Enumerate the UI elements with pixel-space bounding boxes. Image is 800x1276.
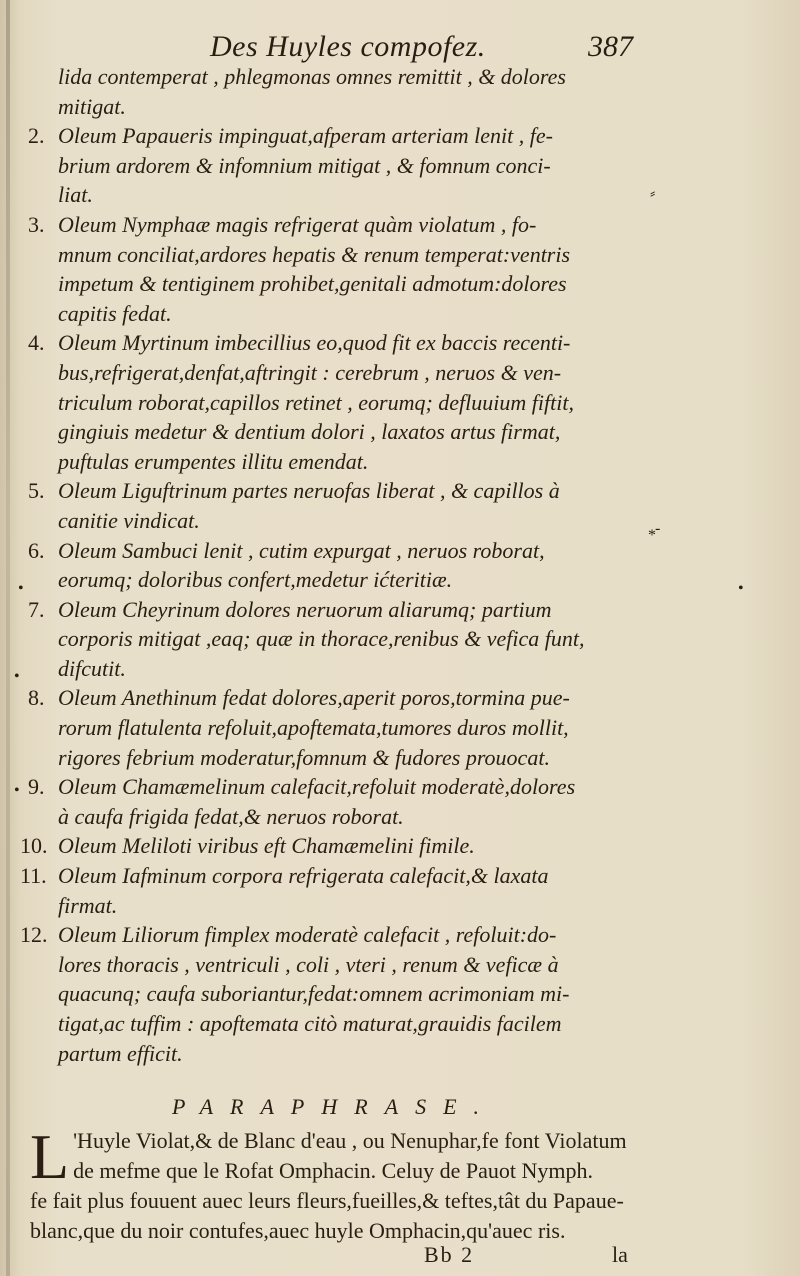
text-line: triculum roborat,capillos retinet , eorumq; defluuium fiftit, bbox=[58, 389, 574, 415]
text-line: à caufa frigida fedat,& neruos roborat. bbox=[58, 803, 404, 829]
text-line: Oleum Liguftrinum partes neruofas liberat , & capillos à bbox=[58, 478, 560, 504]
text-line: Oleum Anethinum fedat dolores,aperit poros,tormina pue- bbox=[58, 685, 570, 711]
text-line: rigores febrium moderatur,fomnum & fudores prouocat. bbox=[58, 744, 550, 770]
margin-mark: ‑ bbox=[655, 520, 661, 537]
text-line: impetum & tentiginem prohibet,genitali admotum:dolores bbox=[58, 271, 567, 297]
text-line: puftulas erumpentes illitu emendat. bbox=[58, 448, 369, 474]
text-line: partum efficit. bbox=[58, 1040, 183, 1066]
bullet-mark: • bbox=[738, 580, 744, 597]
paraphrase-line: blanc,que du noir contufes,auec huyle Omphacin,qu'auec ris. bbox=[30, 1218, 566, 1243]
entry-number: 6. bbox=[28, 537, 45, 563]
bullet-mark: • bbox=[18, 580, 24, 597]
paraphrase-line: 'Huyle Violat,& de Blanc d'eau , ou Nenuphar,fe font Violatum bbox=[73, 1128, 627, 1153]
text-line: liat. bbox=[58, 182, 93, 208]
recipe-entry bbox=[20, 831, 738, 861]
entry-number: 8. bbox=[28, 685, 45, 711]
recipe-entry bbox=[28, 328, 738, 476]
text-line: mnum conciliat,ardores hepatis & renum temperat:ventris bbox=[58, 241, 571, 267]
text-line: Oleum Cheyrinum dolores neruorum aliarumq; partium bbox=[58, 596, 552, 622]
catchword: la bbox=[612, 1242, 628, 1267]
entry-number: 9. bbox=[28, 774, 45, 800]
bullet-mark: • bbox=[14, 668, 20, 685]
text-line: capitis fedat. bbox=[58, 300, 172, 326]
entry-number: 10. bbox=[20, 833, 48, 859]
recipe-entry bbox=[28, 121, 738, 210]
text-line: canitie vindicat. bbox=[58, 507, 200, 533]
text-line: firmat. bbox=[58, 892, 118, 918]
entry-number: 2. bbox=[28, 123, 45, 149]
text-line: rorum flatulenta refoluit,apoftemata,tumores duros mollit, bbox=[58, 715, 569, 741]
text-line: lores thoracis , ventriculi , coli , vteri , renum & veficæ à bbox=[58, 951, 559, 977]
bullet-mark: • bbox=[14, 782, 20, 799]
text-line: bus,refrigerat,denfat,aftringit : cerebrum , neruos & ven- bbox=[58, 359, 562, 385]
recipe-entry bbox=[28, 683, 738, 772]
text-line: Oleum Chamæmelinum calefacit,refoluit moderatè,dolores bbox=[58, 774, 576, 800]
page-number: 387 bbox=[588, 30, 633, 63]
text-line: lida contemperat , phlegmonas omnes remittit , & dolores bbox=[58, 64, 566, 89]
recipe-entry bbox=[58, 62, 738, 121]
recipe-entry bbox=[28, 536, 738, 595]
entry-number: 3. bbox=[28, 211, 45, 237]
text-line: corporis mitigat ,eaq; quæ in thorace,renibus & vefica funt, bbox=[58, 626, 585, 652]
paraphrase-line: fe fait plus fouuent auec leurs fleurs,fueilles,& teftes,tât du Papaue- bbox=[30, 1188, 624, 1213]
text-line: brium ardorem & infomnium mitigat , & fomnum conci- bbox=[58, 152, 551, 178]
binding-gutter bbox=[6, 0, 10, 1276]
text-line: Oleum Myrtinum imbecillius eo,quod fit ex baccis recenti- bbox=[58, 330, 571, 356]
drop-cap: L bbox=[30, 1121, 70, 1192]
entry-number: 11. bbox=[20, 863, 47, 889]
text-line: Oleum Papaueris impinguat,afperam arteriam lenit , fe- bbox=[58, 123, 553, 149]
text-line: tigat,ac tuffim : apoftemata citò maturat,grauidis facilem bbox=[58, 1011, 562, 1036]
recipe-entry bbox=[28, 210, 738, 328]
running-title: Des Huyles compofez. bbox=[210, 30, 486, 63]
entry-number: 12. bbox=[20, 922, 48, 948]
entry-number: 4. bbox=[28, 330, 45, 356]
text-line: Oleum Nymphaæ magis refrigerat quàm violatum , fo- bbox=[58, 211, 537, 237]
recipe-entry bbox=[28, 595, 738, 684]
text-line: Oleum Meliloti viribus eft Chamæmelini fimile. bbox=[58, 833, 475, 859]
entry-number: 7. bbox=[28, 596, 45, 622]
recipe-entry bbox=[28, 772, 738, 831]
paraphrase-line: de mefme que le Rofat Omphacin. Celuy de Pauot Nymph. bbox=[73, 1158, 594, 1183]
text-line: difcutit. bbox=[58, 655, 126, 681]
recipe-entry bbox=[28, 476, 738, 535]
asterisk-mark: * bbox=[648, 527, 656, 544]
text-line: Oleum Liliorum fimplex moderatè calefacit , refoluit:do- bbox=[58, 922, 557, 948]
entry-number: 5. bbox=[28, 478, 45, 504]
text-line: eorumq; doloribus confert,medetur ićteritiæ. bbox=[58, 567, 453, 593]
recipe-entry bbox=[20, 861, 738, 920]
recipe-list bbox=[20, 62, 738, 1068]
recipe-entry bbox=[20, 920, 738, 1068]
text-line: gingiuis medetur & dentium dolori , laxatos artus firmat, bbox=[58, 419, 561, 445]
margin-mark: ⸗ bbox=[650, 185, 656, 202]
text-line: Oleum Sambuci lenit , cutim expurgat , neruos roborat, bbox=[58, 537, 545, 563]
text-line: Oleum Iafminum corpora refrigerata calefacit,& laxata bbox=[58, 863, 549, 889]
text-line: quacunq; caufa suboriantur,fedat:omnem acrimoniam mi- bbox=[58, 981, 570, 1007]
signature-mark: Bb 2 bbox=[424, 1242, 475, 1267]
paraphrase-text bbox=[30, 1121, 742, 1246]
paraphrase-heading: PARAPHRASE. bbox=[172, 1094, 497, 1119]
text-line: mitigat. bbox=[58, 93, 126, 119]
